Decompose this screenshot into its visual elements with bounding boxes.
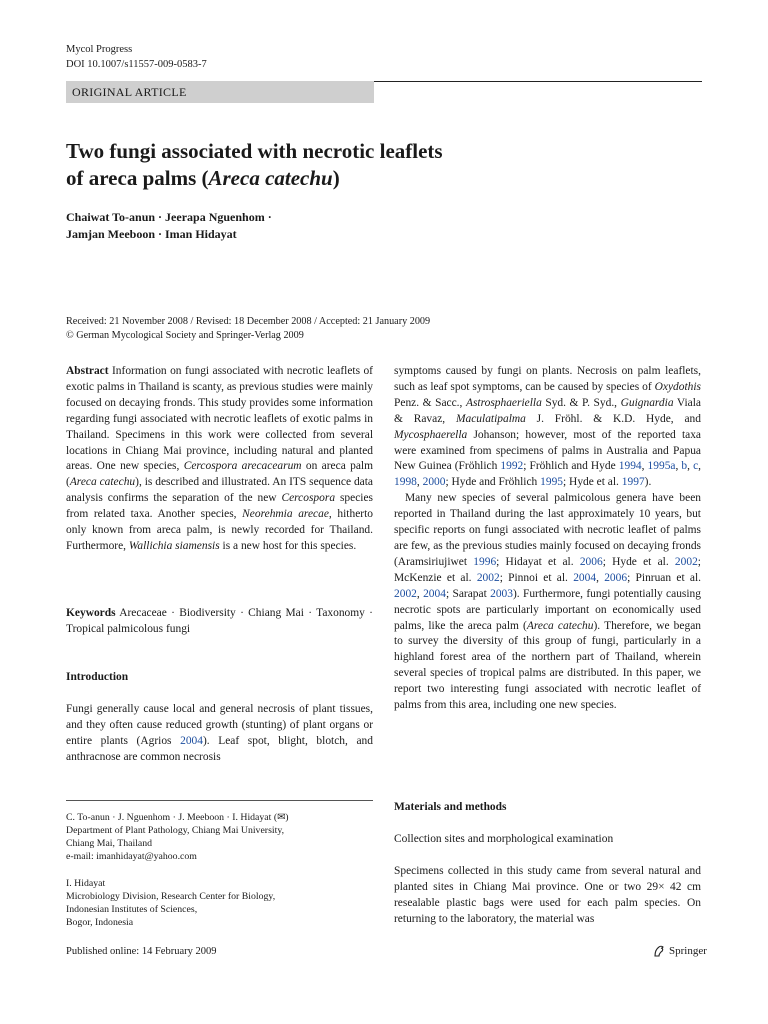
introduction-heading: Introduction [66, 671, 129, 683]
body-text: ). Furthermore, fungi potentially causing necrotic spots are particularly important on economically used palms, like the areca palm ( [394, 587, 701, 632]
abstract-text: , hitherto only known from areca palm, is newly recorded for Thailand. Furthermore, [66, 508, 373, 552]
corresponding-email[interactable]: e-mail: imanhidayat@yahoo.com [66, 851, 197, 862]
title-text: of areca palms ( [66, 166, 209, 190]
genus-name: Mycosphaerella [394, 428, 468, 441]
abstract-text: species from related taxa. Another species, [66, 492, 373, 521]
body-text: ; Pinnoi et al. [499, 571, 574, 584]
citation-link[interactable]: 2006 [579, 555, 603, 568]
collection-subheading: Collection sites and morphological examination [394, 833, 614, 845]
journal-name: Mycol Progress [66, 44, 133, 55]
genus-name: Maculatipalma [455, 412, 526, 425]
author-list [66, 209, 526, 243]
abstract-text: Information on fungi associated with necrotic leaflets of exotic palms in Thailand is scanty, as previous studies were mainly focused on decaying fronds. This study provides some information regarding fungi associated with necrotic leaflets of exotic palms in Thailand. Specimens in this work were collected from several locations in Chiang Mai province, including natural and planted areas. One new species, [66, 365, 373, 473]
species-name: Cercospora arecacearum [183, 460, 302, 473]
body-text: ; Hyde and Fröhlich [445, 476, 541, 489]
doi-text[interactable]: DOI 10.1007/s11557-009-0583-7 [66, 59, 207, 70]
citation-link[interactable]: 1997 [621, 476, 645, 489]
citation-link[interactable]: 2002 [476, 571, 500, 584]
affiliation-city: Bogor, Indonesia [66, 917, 134, 928]
citation-link[interactable]: c [693, 460, 699, 473]
introduction-body [66, 702, 373, 766]
journal-header [66, 42, 207, 72]
methods-paragraph: Specimens collected in this study came from several natural and planted sites in Chiang Mai province. One or two 29× 42 cm resealable plastic bags were used for each palm species. On returning to the laboratory, the material was [394, 865, 701, 925]
publisher-name: Springer [669, 945, 707, 957]
materials-methods-heading: Materials and methods [394, 801, 507, 813]
body-text: symptoms caused by fungi on plants. Necrosis on palm leaflets, such as leaf spot symptoms, can be caused by species of [394, 365, 701, 393]
title-line-2 [66, 165, 626, 192]
publisher-logo [652, 944, 707, 958]
citation-link[interactable]: 2000 [422, 476, 446, 489]
citation-link[interactable]: 2003 [490, 587, 513, 600]
body-text: ). Therefore, we began to survey the diversity of this group of fungi, particularly in a highland forest area of the northern part of Thailand, wherein several species of tropical palms are distributed. In this paper, we report two interesting fungi associated with necrotic leaflet of palms from this area, including one new species. [394, 619, 701, 712]
affiliation-authors: I. Hidayat [66, 878, 106, 889]
keywords-label: Keywords [66, 607, 116, 619]
citation-link[interactable]: 2004 [573, 571, 597, 584]
citation-link[interactable]: 2002 [394, 587, 417, 600]
abstract-text: ), is described and illustrated. An ITS sequence data analysis confirms the separation of the new [66, 476, 373, 505]
citation-link[interactable]: 1995 [540, 476, 564, 489]
title-text-end: ) [332, 166, 340, 190]
genus-name: Oxydothis [654, 380, 701, 393]
species-name: Wallichia siamensis [128, 539, 220, 552]
species-name: Areca catechu [69, 476, 136, 489]
genus-name: Cercospora [281, 492, 336, 505]
intro-paragraph-2 [394, 491, 701, 714]
affiliation-institute: Indonesian Institutes of Sciences, [66, 904, 198, 915]
body-text: , [698, 460, 701, 473]
keywords-paragraph [66, 606, 373, 638]
body-text: , [687, 460, 694, 473]
body-text: ; Hyde et al. [602, 555, 675, 568]
abstract-label: Abstract [66, 365, 109, 377]
body-text: Syd. & P. Syd., [541, 396, 621, 409]
authors-line-2[interactable]: Jamjan Meeboon · Iman Hidayat [66, 227, 237, 241]
citation-link[interactable]: b [681, 460, 688, 473]
species-name: Neorehmia arecae [242, 508, 329, 521]
species-name: Areca catechu [526, 619, 594, 632]
body-text: Viala & Ravaz, [394, 396, 701, 425]
body-text: ; Fröhlich and Hyde [523, 460, 619, 473]
springer-horse-icon [652, 944, 666, 958]
article-type-banner: ORIGINAL ARTICLE [66, 81, 374, 103]
article-history [66, 315, 702, 343]
authors-line-1[interactable]: Chaiwat To-anun · Jeerapa Nguenhom · [66, 210, 272, 224]
citation-link[interactable]: 1996 [473, 555, 497, 568]
footnote-rule [66, 800, 373, 801]
intro-continued [394, 364, 701, 714]
intro-paragraph-1 [394, 364, 701, 491]
affiliation-city: Chiang Mai, Thailand [66, 838, 153, 849]
body-text: ). [644, 476, 652, 489]
body-text: Johanson; however, most of the reported taxa were examined from specimens of palms in Australia and Papua New Guinea (Fröhlich [394, 428, 701, 473]
abstract [66, 364, 373, 555]
body-text: , [416, 476, 423, 489]
affiliation-1 [66, 811, 373, 863]
abstract-text: is a new host for this species. [219, 539, 357, 552]
citation-link[interactable]: 2004 [180, 734, 203, 747]
body-text: , [675, 460, 682, 473]
body-text: ; Hyde et al. [563, 476, 622, 489]
citation-link[interactable]: 2006 [604, 571, 628, 584]
copyright-line: © German Mycological Society and Springer-Verlag 2009 [66, 330, 304, 341]
affiliation-department: Department of Plant Pathology, Chiang Mai University, [66, 825, 285, 836]
title-species: Areca catechu [208, 166, 333, 190]
title-line-1: Two fungi associated with necrotic leaflets [66, 139, 443, 163]
body-text: J. Fröhl. & K.D. Hyde, and [525, 412, 701, 425]
body-text: ; McKenzie et al. [394, 555, 701, 584]
body-text: , [596, 571, 605, 584]
intro-paragraph [66, 702, 373, 766]
genus-name: Guignardia [620, 396, 674, 409]
affiliation-2 [66, 877, 373, 929]
body-text: , [416, 587, 424, 600]
keywords [66, 606, 373, 638]
body-text: Penz. & Sacc., [394, 396, 466, 409]
abstract-text: on areca palm ( [66, 460, 373, 489]
body-text: ; Sarapat [445, 587, 491, 600]
intro-text: Fungi generally cause local and general necrosis of plant tissues, and they often cause reduced growth (stunting) of plant organs or entire plants (Agrios [66, 703, 373, 747]
body-text: , [641, 460, 648, 473]
citation-link[interactable]: 2002 [674, 555, 698, 568]
affiliation-department: Microbiology Division, Research Center for Biology, [66, 891, 276, 902]
genus-name: Astrosphaeriella [465, 396, 542, 409]
body-text: ; Pinruan et al. [627, 571, 702, 584]
citation-link[interactable]: 1992 [500, 460, 524, 473]
received-dates: Received: 21 November 2008 / Revised: 18 December 2008 / Accepted: 21 January 2009 [66, 316, 431, 327]
published-date: Published online: 14 February 2009 [66, 946, 217, 957]
abstract-paragraph [66, 364, 373, 555]
citation-link[interactable]: 1995a [647, 460, 676, 473]
citation-link[interactable]: 2004 [423, 587, 446, 600]
keywords-text: Arecaceae · Biodiversity · Chiang Mai · Taxonomy · Tropical palmicolous fungi [66, 607, 373, 635]
affiliation-authors: C. To-anun · J. Nguenhom · J. Meeboon · I. Hidayat (✉) [66, 812, 289, 823]
citation-link[interactable]: 1998 [394, 476, 417, 489]
body-text: Many new species of several palmicolous genera have been reported in Thailand during the last approximately 10 years, but specific reports on fungi associated with necrotic leaflet of palms are few, as the previous studies mainly focused on decaying fronds (Aramsiriujiwet [394, 492, 701, 568]
body-text: ; Hidayat et al. [496, 555, 580, 568]
citation-link[interactable]: 1994 [618, 460, 642, 473]
article-title [66, 138, 626, 192]
intro-text: ). Leaf spot, blight, blotch, and anthracnose are common necrosis [66, 734, 373, 763]
